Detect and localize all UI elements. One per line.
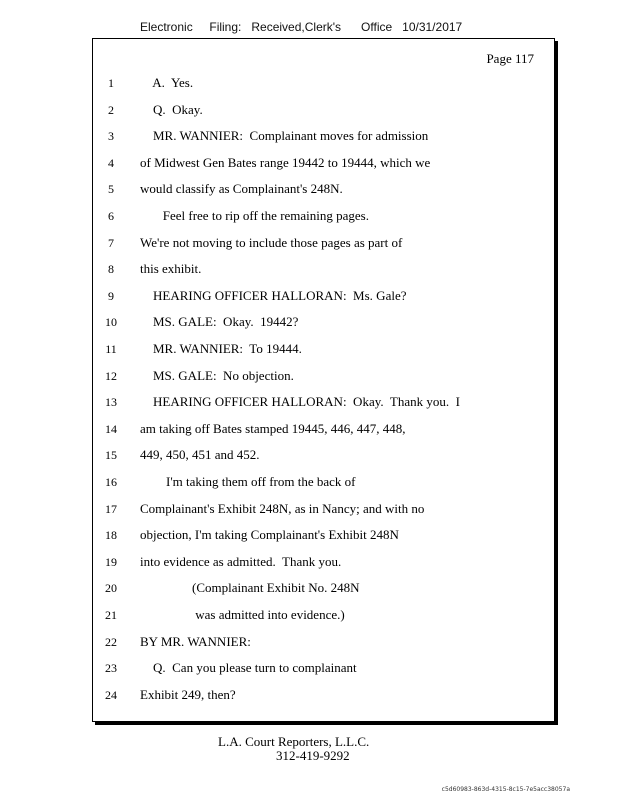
- transcript-line: [93, 447, 554, 463]
- transcript-line: [93, 421, 554, 437]
- page-number: Page 117: [486, 51, 534, 66]
- document-hash: c5d60983-863d-4315-8c15-7e5acc38057a: [441, 786, 570, 793]
- transcript-line: [93, 235, 554, 251]
- line-text: would classify as Complainant's 248N.: [140, 181, 343, 197]
- line-text: was admitted into evidence.): [140, 607, 345, 622]
- line-text: Q. Can you please turn to complainant: [140, 660, 357, 676]
- line-number: 17: [105, 501, 117, 516]
- line-number: 20: [105, 581, 117, 596]
- line-text: HEARING OFFICER HALLORAN: Okay. Thank you. I: [140, 394, 460, 410]
- line-number: 14: [105, 421, 117, 436]
- line-number: 22: [105, 634, 117, 649]
- line-number: 9: [108, 288, 114, 303]
- transcript-line: [93, 554, 554, 570]
- transcript-line: [93, 660, 554, 676]
- line-text: Q. Okay.: [140, 101, 203, 117]
- efiling-stamp: Electronic Filing: Received,Clerk's Office 10/31/2017: [140, 20, 463, 34]
- transcript-line: [93, 181, 554, 197]
- line-text: MR. WANNIER: To 19444.: [140, 341, 302, 356]
- transcript-line: [93, 687, 554, 703]
- line-number: 11: [105, 342, 117, 356]
- transcript-line: [93, 102, 554, 118]
- line-number: 15: [105, 448, 117, 463]
- transcript-line: [93, 75, 554, 91]
- line-text: this exhibit.: [140, 261, 202, 277]
- transcript-line: [93, 368, 554, 384]
- line-number: 19: [105, 554, 117, 569]
- transcript-line: [93, 527, 554, 543]
- line-number: 18: [105, 528, 117, 543]
- line-number: 1: [108, 76, 114, 90]
- transcript-line: [93, 155, 554, 171]
- line-number: 5: [108, 182, 114, 197]
- transcript-line: [93, 501, 554, 517]
- line-text: objection, I'm taking Complainant's Exhibit 248N: [140, 527, 399, 543]
- transcript-line: [93, 261, 554, 277]
- transcript-line: [93, 634, 554, 650]
- transcript-line: [93, 474, 554, 490]
- line-number: 24: [105, 687, 117, 702]
- line-text: I'm taking them off from the back of: [140, 474, 356, 489]
- line-text: MS. GALE: Okay. 19442?: [140, 314, 299, 330]
- line-text: (Complainant Exhibit No. 248N: [140, 580, 360, 596]
- line-text: BY MR. WANNIER:: [140, 633, 251, 649]
- line-text: into evidence as admitted. Thank you.: [140, 553, 342, 569]
- transcript-line: [93, 314, 554, 330]
- line-number: 2: [108, 102, 114, 117]
- line-text: A. Yes.: [140, 75, 194, 90]
- transcript-line: [93, 607, 554, 623]
- transcript-line: [93, 341, 554, 357]
- line-number: 10: [105, 315, 117, 330]
- line-text: Feel free to rip off the remaining pages.: [140, 208, 369, 223]
- line-number: 12: [105, 368, 117, 383]
- line-number: 7: [108, 235, 114, 250]
- transcript-page-frame: [92, 38, 555, 722]
- transcript-line: [93, 288, 554, 304]
- line-text: of Midwest Gen Bates range 19442 to 19444, which we: [140, 154, 431, 170]
- transcript-line: [93, 128, 554, 144]
- line-text: We're not moving to include those pages as part of: [140, 234, 403, 250]
- transcript-line: [93, 208, 554, 224]
- line-number: 8: [108, 262, 114, 277]
- court-reporter-phone: 312-419-9292: [276, 748, 350, 763]
- line-number: 4: [108, 155, 114, 170]
- line-text: MR. WANNIER: Complainant moves for admission: [140, 128, 429, 144]
- line-number: 6: [108, 209, 114, 223]
- line-text: MS. GALE: No objection.: [140, 367, 294, 383]
- line-number: 3: [108, 129, 114, 144]
- transcript-line: [93, 580, 554, 596]
- line-text: HEARING OFFICER HALLORAN: Ms. Gale?: [140, 287, 407, 303]
- line-text: am taking off Bates stamped 19445, 446, 447, 448,: [140, 420, 406, 436]
- court-reporter-name: L.A. Court Reporters, L.L.C.: [218, 734, 370, 749]
- line-text: Complainant's Exhibit 248N, as in Nancy; and with no: [140, 500, 425, 516]
- line-number: 13: [105, 395, 117, 410]
- line-number: 16: [105, 475, 117, 489]
- line-number: 23: [105, 661, 117, 676]
- line-number: 21: [105, 608, 117, 622]
- transcript-line: [93, 394, 554, 410]
- line-text: Exhibit 249, then?: [140, 686, 236, 702]
- line-text: 449, 450, 451 and 452.: [140, 447, 260, 463]
